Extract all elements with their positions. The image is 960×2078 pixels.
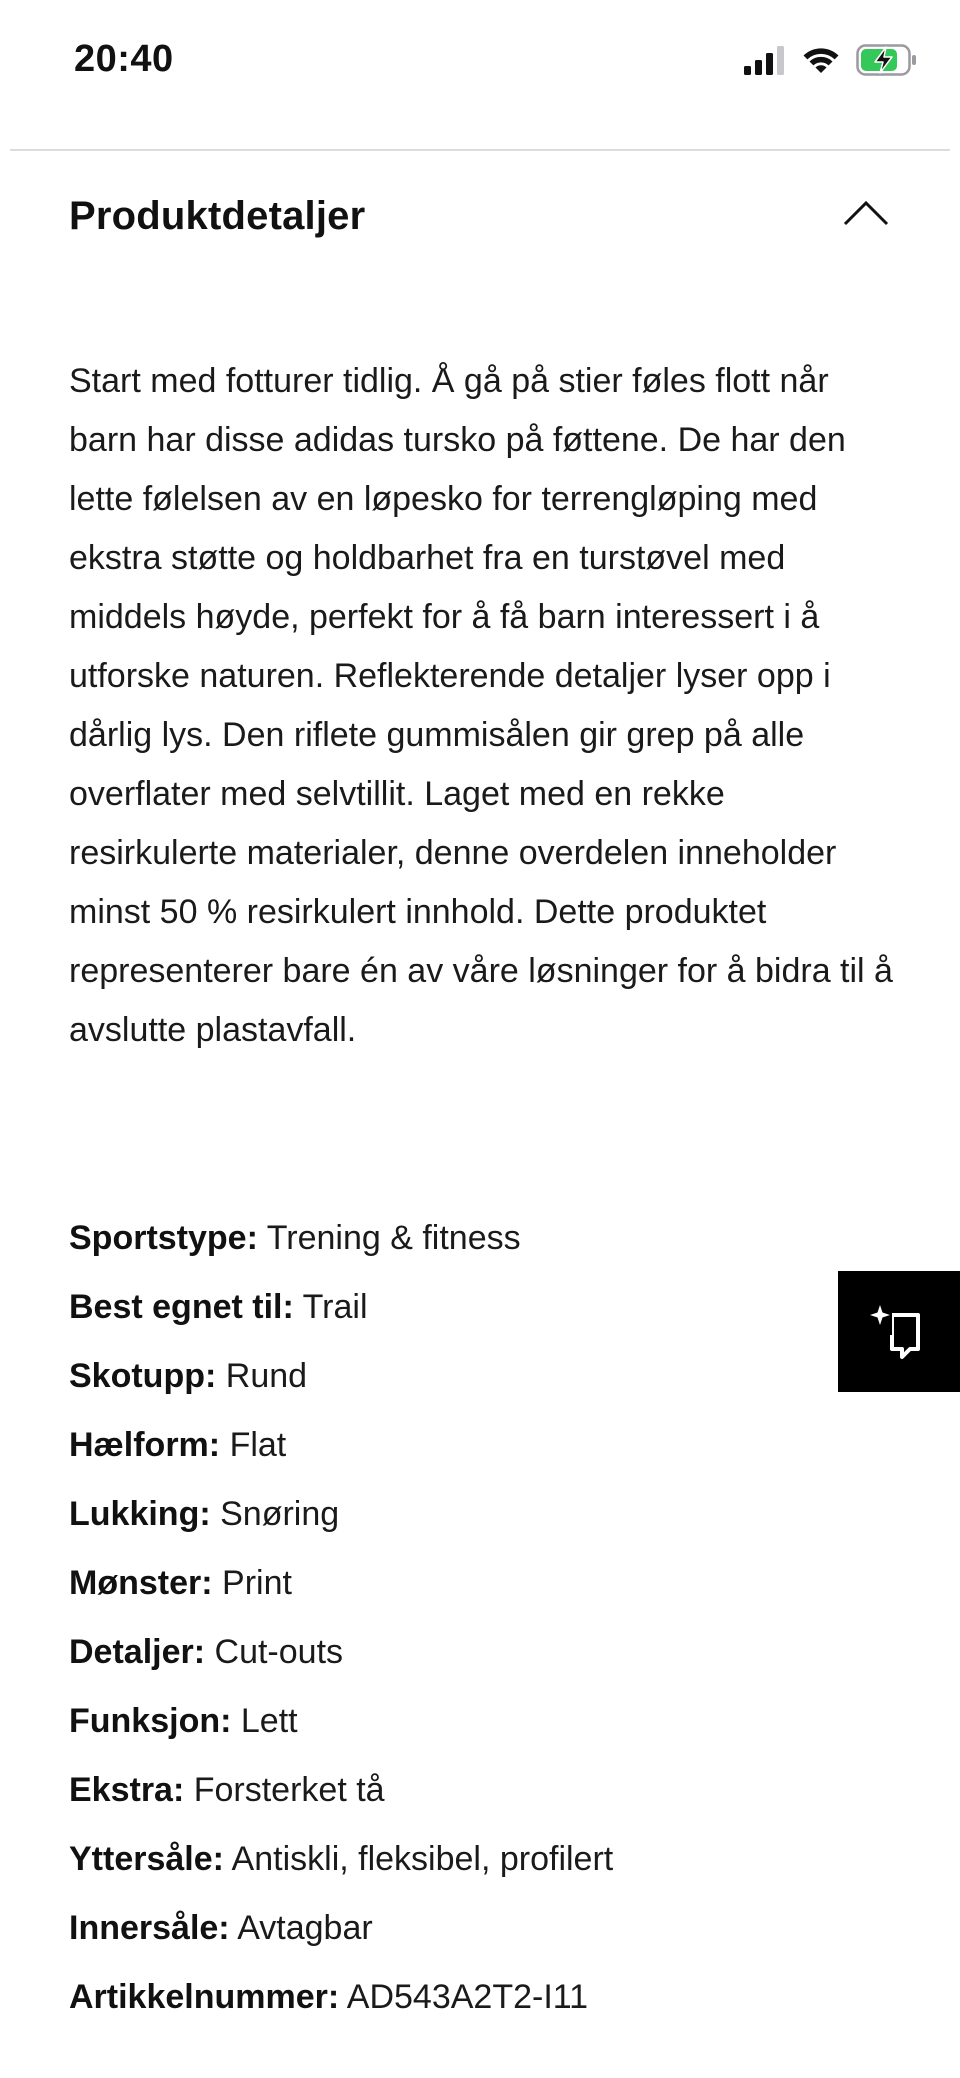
- wifi-icon: [800, 44, 842, 76]
- spec-label: Detaljer:: [69, 1633, 206, 1671]
- feedback-sparkle-icon: [866, 1299, 932, 1365]
- spec-label: Best egnet til:: [69, 1288, 294, 1326]
- spec-value: Print: [222, 1564, 292, 1602]
- status-time: 20:40: [74, 38, 174, 80]
- spec-value: Cut-outs: [214, 1633, 344, 1671]
- spec-row-yttersale: [69, 1829, 869, 1898]
- spec-value: Antiskli, fleksibel, profilert: [231, 1840, 614, 1878]
- spec-value: Trail: [302, 1288, 368, 1326]
- spec-value: Trening & fitness: [266, 1219, 521, 1257]
- accordion-header-produktdetaljer[interactable]: [0, 170, 960, 270]
- spec-label: Artikkelnummer:: [69, 1978, 340, 2016]
- header-divider: [10, 149, 950, 151]
- feedback-button[interactable]: [838, 1271, 960, 1392]
- spec-value: Flat: [229, 1426, 287, 1464]
- spec-value: Avtagbar: [237, 1909, 373, 1947]
- spec-row-monster: [69, 1553, 869, 1622]
- spec-value: Forsterket tå: [193, 1771, 385, 1809]
- spec-label: Mønster:: [69, 1564, 213, 1602]
- spec-label: Sportstype:: [69, 1219, 258, 1257]
- spec-label: Innersåle:: [69, 1909, 230, 1947]
- spec-value: AD543A2T2-I11: [346, 1978, 589, 2016]
- product-description: Start med fotturer tidlig. Å gå på stier føles flott når barn har disse adidas tursko på føttene. De har den lette følelsen av en løpesko for terrengløping med ekstra støtte og holdbarhet fra en turstøvel med middels høyde, perfekt for å få barn interessert i å utforske naturen. Reflekterende detaljer lyser opp i dårlig lys. Den riflete gummisålen gir grep på alle overflater med selvtillit. Laget med en rekke resirkulerte materialer, denne overdelen inneholder minst 50 % resirkulert innhold. Dette produktet representerer bare én av våre løsninger for å bidra til å avslutte plastavfall.: [69, 362, 893, 1049]
- spec-row-best-egnet-til: [69, 1277, 869, 1346]
- spec-row-haelform: [69, 1415, 869, 1484]
- spec-label: Lukking:: [69, 1495, 211, 1533]
- battery-charging-icon: [856, 43, 918, 77]
- section-title: Produktdetaljer: [69, 194, 366, 238]
- spec-row-sportstype: [69, 1208, 869, 1277]
- spec-value: Lett: [240, 1702, 298, 1740]
- spec-row-lukking: [69, 1484, 869, 1553]
- spec-label: Hælform:: [69, 1426, 221, 1464]
- spec-row-artikkelnummer: [69, 1967, 869, 2036]
- chevron-up-icon[interactable]: [842, 198, 890, 228]
- spec-value: Rund: [225, 1357, 308, 1395]
- spec-list: [69, 1208, 869, 2036]
- spec-label: Ekstra:: [69, 1771, 185, 1809]
- spec-row-skotupp: [69, 1346, 869, 1415]
- spec-row-ekstra: [69, 1760, 869, 1829]
- spec-label: Funksjon:: [69, 1702, 232, 1740]
- signal-icon: [742, 44, 786, 76]
- spec-label: Skotupp:: [69, 1357, 217, 1395]
- spec-label: Yttersåle:: [69, 1840, 224, 1878]
- spec-row-detaljer: [69, 1622, 869, 1691]
- status-bar: [0, 0, 960, 130]
- spec-row-funksjon: [69, 1691, 869, 1760]
- spec-value: Snøring: [220, 1495, 340, 1533]
- spec-row-innersale: [69, 1898, 869, 1967]
- status-icons: [742, 40, 918, 80]
